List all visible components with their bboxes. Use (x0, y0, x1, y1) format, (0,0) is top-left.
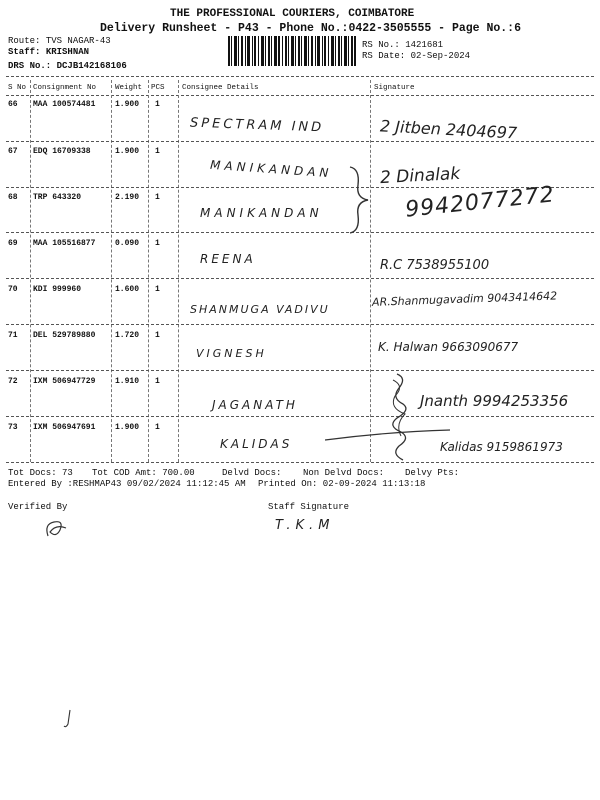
col-sno: S No (8, 84, 27, 92)
staff-line (8, 47, 89, 57)
staff-signature-handwritten: T.K.M (275, 518, 335, 533)
row-signature-handwritten: Kalidas 9159861973 (440, 440, 563, 454)
row-consignee-handwritten: VIGNESH (196, 347, 267, 360)
strike-line (325, 428, 450, 442)
row-sno: 69 (8, 239, 18, 248)
row-signature-handwritten: Jnanth 9994253356 (420, 392, 569, 410)
delvd-docs: Delvd Docs: (222, 468, 282, 478)
row-pcs: 1 (155, 239, 160, 248)
row-consignee-handwritten: MANIKANDAN (200, 206, 323, 220)
entered-by: Entered By :RESHMAP43 09/02/2024 11:12:45 AM (8, 479, 246, 489)
barcode (228, 36, 356, 66)
row-weight: 1.900 (115, 147, 140, 156)
row-consignment: DEL 529789880 (33, 331, 96, 340)
row-sno: 73 (8, 423, 18, 432)
row-sno: 66 (8, 100, 18, 109)
row-signature-handwritten: 2 Dinalak (379, 163, 461, 189)
col-consignee: Consignee Details (182, 84, 259, 92)
col-signature: Signature (374, 84, 415, 92)
pen-mark (62, 708, 76, 730)
col-weight: Weight (115, 84, 143, 92)
row-pcs: 1 (155, 331, 160, 340)
header-bottom-rule (6, 95, 594, 96)
col-pcs: PCS (151, 84, 165, 92)
printed-on: Printed On: 02-09-2024 11:13:18 (258, 479, 426, 489)
row-weight: 1.910 (115, 377, 140, 386)
drs-line (8, 61, 127, 71)
row-pcs: 1 (155, 100, 160, 109)
rs-date-label: RS Date: (362, 51, 406, 61)
staff-signature-label: Staff Signature (268, 502, 350, 512)
rs-date-line (362, 51, 470, 61)
row-divider (6, 416, 594, 417)
verified-signature-mark (42, 518, 72, 540)
row-weight: 1.720 (115, 331, 140, 340)
non-delvd-docs: Non Delvd Docs: (303, 468, 385, 478)
row-signature-handwritten: AR.Shanmugavadim 9043414642 (371, 289, 558, 309)
tot-cod-amt: Tot COD Amt: 700.00 (92, 468, 195, 478)
row-sno: 71 (8, 331, 18, 340)
row-divider (6, 232, 594, 233)
route-value: TVS NAGAR-43 (45, 36, 111, 46)
row-weight: 1.600 (115, 285, 140, 294)
row-consignment: MAA 105516877 (33, 239, 96, 248)
col-divider (111, 80, 112, 462)
drs-value: DCJB142168106 (56, 61, 127, 71)
scribble-mark (383, 370, 423, 462)
route-line (8, 36, 111, 46)
row-sno: 72 (8, 377, 18, 386)
row-divider (6, 141, 594, 142)
col-divider (30, 80, 31, 462)
row-signature-handwritten: 2 Jitben 2404697 (379, 116, 518, 143)
row-consignment: KDI 999960 (33, 285, 82, 294)
row-consignee-handwritten: JAGANATH (212, 398, 298, 412)
row-weight: 2.190 (115, 193, 140, 202)
verified-by-label: Verified By (8, 502, 68, 512)
row-signature-handwritten: 9942077272 (404, 182, 556, 223)
row-signature-handwritten: K. Halwan 9663090677 (378, 340, 519, 354)
row-pcs: 1 (155, 147, 160, 156)
staff-label: Staff: (8, 47, 41, 57)
table-bottom-rule (6, 462, 594, 463)
row-divider (6, 370, 594, 371)
tot-docs: Tot Docs: 73 (8, 468, 73, 478)
rs-no-value: 1421681 (405, 40, 444, 50)
col-consignment: Consignment No (33, 84, 97, 92)
row-divider (6, 278, 594, 279)
row-consignment: TRP 643320 (33, 193, 82, 202)
col-divider (178, 80, 179, 462)
row-weight: 1.900 (115, 423, 140, 432)
row-sno: 70 (8, 285, 18, 294)
company-title: THE PROFESSIONAL COURIERS, COIMBATORE (170, 8, 415, 20)
row-sno: 68 (8, 193, 18, 202)
route-label: Route: (8, 36, 41, 46)
row-pcs: 1 (155, 377, 160, 386)
row-consignee-handwritten: REENA (200, 252, 256, 266)
drs-label: DRS No.: (8, 61, 52, 71)
row-consignment: EDQ 16709338 (33, 147, 91, 156)
row-signature-handwritten: R.C 7538955100 (380, 258, 490, 273)
table-top-rule (6, 76, 594, 77)
brace-mark (346, 165, 374, 235)
rs-no-label: RS No.: (362, 40, 400, 50)
row-weight: 0.090 (115, 239, 140, 248)
rs-no-line (362, 40, 443, 50)
row-consignee-handwritten: SHANMUGA VADIVU (190, 303, 330, 316)
row-weight: 1.900 (115, 100, 140, 109)
row-consignee-handwritten: KALIDAS (220, 437, 293, 451)
row-divider (6, 324, 594, 325)
row-consignment: MAA 100574481 (33, 100, 96, 109)
runsheet-subtitle: Delivery Runsheet - P43 - Phone No.:0422-3505555 - Page No.:6 (100, 22, 521, 35)
row-consignee-handwritten: SPECTRAM IND (189, 115, 325, 136)
delvy-pts: Delvy Pts: (405, 468, 460, 478)
row-consignment: IXM 506947729 (33, 377, 96, 386)
staff-value: KRISHNAN (45, 47, 90, 57)
col-divider (370, 80, 371, 462)
row-consignee-handwritten: MANIKANDAN (209, 157, 333, 181)
col-divider (148, 80, 149, 462)
rs-date-value: 02-Sep-2024 (410, 51, 471, 61)
row-consignment: IXM 506947691 (33, 423, 96, 432)
row-pcs: 1 (155, 285, 160, 294)
row-pcs: 1 (155, 193, 160, 202)
row-sno: 67 (8, 147, 18, 156)
row-pcs: 1 (155, 423, 160, 432)
